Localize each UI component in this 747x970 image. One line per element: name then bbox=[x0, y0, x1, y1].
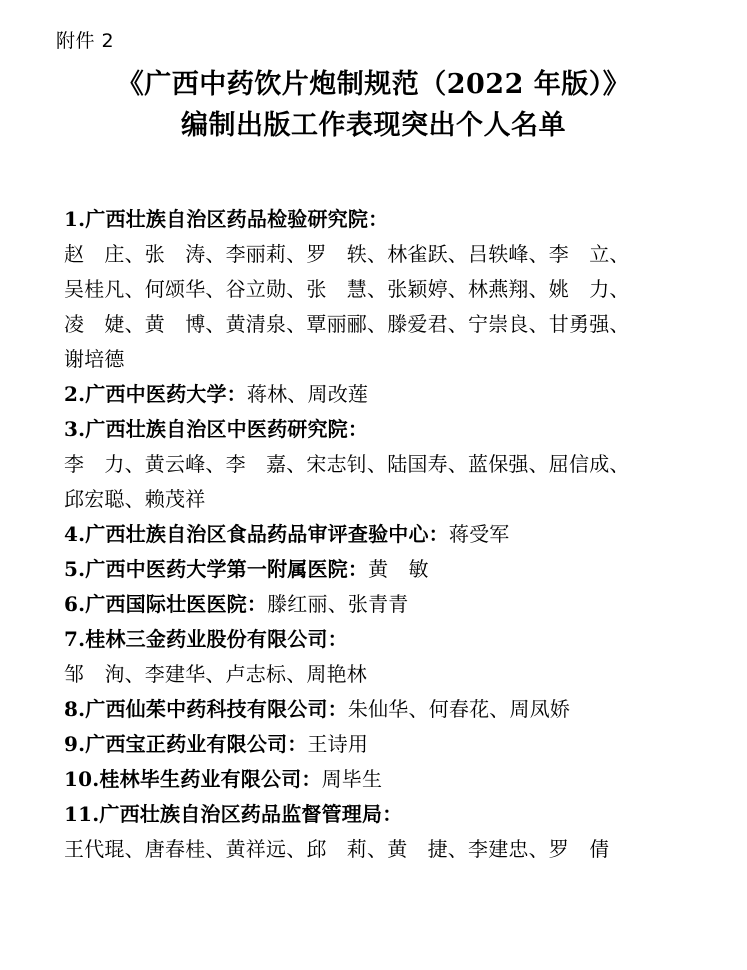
entry-number: 11. bbox=[64, 802, 100, 826]
page-title bbox=[56, 64, 691, 146]
entry-heading bbox=[64, 797, 691, 832]
entry-org: 广西仙茱中药科技有限公司： bbox=[85, 697, 348, 721]
entry-number: 7. bbox=[64, 627, 86, 651]
list-item bbox=[64, 797, 691, 867]
entry-number: 10. bbox=[64, 767, 100, 791]
entry-number: 3. bbox=[64, 417, 86, 441]
entry-org: 广西中医药大学： bbox=[85, 382, 247, 406]
entry-heading bbox=[64, 552, 691, 587]
entry-org: 广西宝正药业有限公司： bbox=[85, 732, 308, 756]
entry-heading bbox=[64, 762, 691, 797]
page-title-line-2: 编制出版工作表现突出个人名单 bbox=[181, 110, 566, 141]
entry-org: 广西中医药大学第一附属医院： bbox=[85, 557, 369, 581]
list-item bbox=[64, 587, 691, 622]
entry-name-line: 李 力、黄云峰、李 嘉、宋志钊、陆国寿、蓝保强、屈信成、 bbox=[64, 452, 630, 476]
entry-heading bbox=[64, 622, 691, 657]
list-item bbox=[64, 517, 691, 552]
list-item bbox=[64, 202, 691, 377]
entry-heading bbox=[64, 692, 691, 727]
entry-org: 广西国际壮医医院： bbox=[85, 592, 268, 616]
list-item bbox=[64, 412, 691, 517]
entry-number: 6. bbox=[64, 592, 86, 616]
entry-name-line: 赵 庄、张 涛、李丽莉、罗 轶、林雀跃、吕轶峰、李 立、 bbox=[64, 242, 630, 266]
entry-heading bbox=[64, 377, 691, 412]
entry-heading bbox=[64, 412, 691, 447]
list-item bbox=[64, 762, 691, 797]
entry-number: 5. bbox=[64, 557, 86, 581]
entry-number: 1. bbox=[64, 207, 86, 231]
entry-org: 广西壮族自治区中医药研究院： bbox=[85, 417, 369, 441]
entry-number: 4. bbox=[64, 522, 86, 546]
entry-name-line: 凌 婕、黄 博、黄清泉、覃丽郦、滕爱君、宁崇良、甘勇强、 bbox=[64, 312, 630, 336]
entry-heading bbox=[64, 587, 691, 622]
entry-name-line: 王代琨、唐春桂、黄祥远、邱 莉、黄 捷、李建忠、罗 倩 bbox=[64, 837, 610, 861]
entry-org: 广西壮族自治区食品药品审评查验中心： bbox=[85, 522, 449, 546]
entry-inline-names: 黄 敏 bbox=[368, 557, 429, 581]
list-item bbox=[64, 727, 691, 762]
entry-number: 8. bbox=[64, 697, 86, 721]
entry-inline-names: 滕红丽、张青青 bbox=[267, 592, 409, 616]
entry-inline-names: 蒋受军 bbox=[448, 522, 510, 546]
list-item bbox=[64, 552, 691, 587]
entry-inline-names: 王诗用 bbox=[307, 732, 369, 756]
entry-org: 桂林三金药业股份有限公司： bbox=[85, 627, 348, 651]
entry-heading bbox=[64, 727, 691, 762]
entry-number: 9. bbox=[64, 732, 86, 756]
entry-org: 广西壮族自治区药品检验研究院： bbox=[85, 207, 389, 231]
entry-heading bbox=[64, 202, 691, 237]
entry-number: 2. bbox=[64, 382, 86, 406]
entry-org: 桂林毕生药业有限公司： bbox=[99, 767, 322, 791]
entry-name-line: 吴桂凡、何颂华、谷立勋、张 慧、张颖婷、林燕翔、姚 力、 bbox=[64, 277, 630, 301]
attachment-label: 附件 2 bbox=[56, 30, 115, 52]
page-title-line-1: 《广西中药饮片炮制规范（2022 年版）》 bbox=[116, 69, 631, 100]
list-item bbox=[64, 692, 691, 727]
entry-org: 广西壮族自治区药品监督管理局： bbox=[99, 802, 403, 826]
list-item bbox=[64, 622, 691, 692]
entry-name-line: 邱宏聪、赖茂祥 bbox=[64, 487, 206, 511]
entry-inline-names: 朱仙华、何春花、周凤娇 bbox=[347, 697, 571, 721]
entry-inline-names: 周毕生 bbox=[321, 767, 383, 791]
entry-name-line: 谢培德 bbox=[64, 347, 125, 371]
name-list bbox=[56, 202, 691, 867]
entry-name-line: 邹 洵、李建华、卢志标、周艳林 bbox=[64, 662, 367, 686]
entry-heading bbox=[64, 517, 691, 552]
list-item bbox=[64, 377, 691, 412]
entry-inline-names: 蒋林、周改莲 bbox=[246, 382, 369, 406]
